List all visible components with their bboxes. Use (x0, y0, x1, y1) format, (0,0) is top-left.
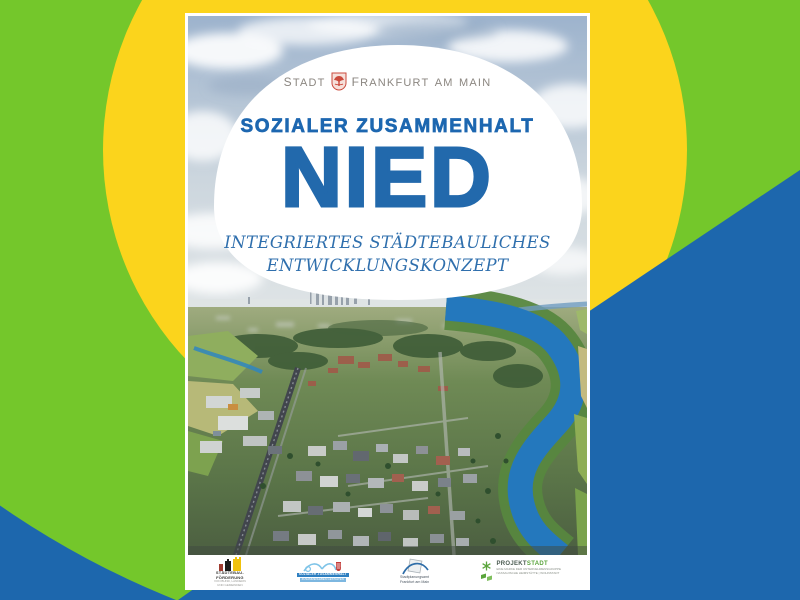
stadtplanungsamt-logo (400, 558, 430, 583)
subtitle-line-2: ENTWICKLUNGSKONZEPT (266, 256, 509, 276)
staedtebaufoerderung-line4: UND GEMEINDEN (217, 582, 243, 587)
program-title: SOZIALER ZUSAMMENHALT (240, 116, 535, 137)
projektstadt-brand-part1: PROJEKT (496, 560, 527, 567)
photo-bottom-shade (188, 546, 587, 555)
staedtebaufoerderung-icon (217, 555, 243, 571)
projektstadt-line2: NASSAUISCHE HEIMSTÄTTE | WOHNSTADT (496, 570, 560, 575)
hessen-program-logo (297, 560, 349, 582)
projektstadt-text (496, 561, 561, 575)
hessen-sketch-icon (302, 560, 344, 573)
projektstadt-icon (480, 561, 493, 582)
stadtplanungsamt-icon (400, 558, 430, 575)
cover-document (185, 13, 590, 590)
projektstadt-line1: EINE MARKE DER UNTERNEHMENSGRUPPE (496, 566, 561, 571)
hessen-banner-line1: SOZIALER ZUSAMMENHALT (298, 572, 347, 577)
cover-subtitle (185, 231, 590, 277)
district-title: NIED (281, 130, 494, 224)
frankfurt-wordmark: frankfurt am main (351, 71, 492, 90)
staedtebaufoerderung-line1: STÄDTEBAU- (215, 569, 244, 575)
stadt-wordmark: stadt (283, 71, 326, 90)
projektstadt-brand-part2: STADT (526, 560, 548, 567)
staedtebaufoerderung-logo (214, 555, 246, 587)
aerial-photo (188, 16, 587, 555)
city-logo (185, 71, 590, 91)
subtitle-line-1: INTEGRIERTES STÄDTEBAULICHES (224, 233, 551, 252)
hessen-banner-line2: ZUSAMMENLEBEN GESTALTEN (301, 577, 344, 582)
frankfurt-crest-icon (331, 72, 347, 91)
stadtplanungsamt-line1: Stadtplanungsamt (400, 575, 430, 580)
staedtebaufoerderung-line3: VON BUND, LÄNDERN (214, 579, 246, 584)
projektstadt-logo (480, 561, 561, 582)
footer-logo-bar (188, 555, 587, 587)
stadtplanungsamt-line2: Frankfurt am Main (399, 579, 430, 584)
staedtebaufoerderung-line2: FÖRDERUNG (216, 574, 244, 580)
